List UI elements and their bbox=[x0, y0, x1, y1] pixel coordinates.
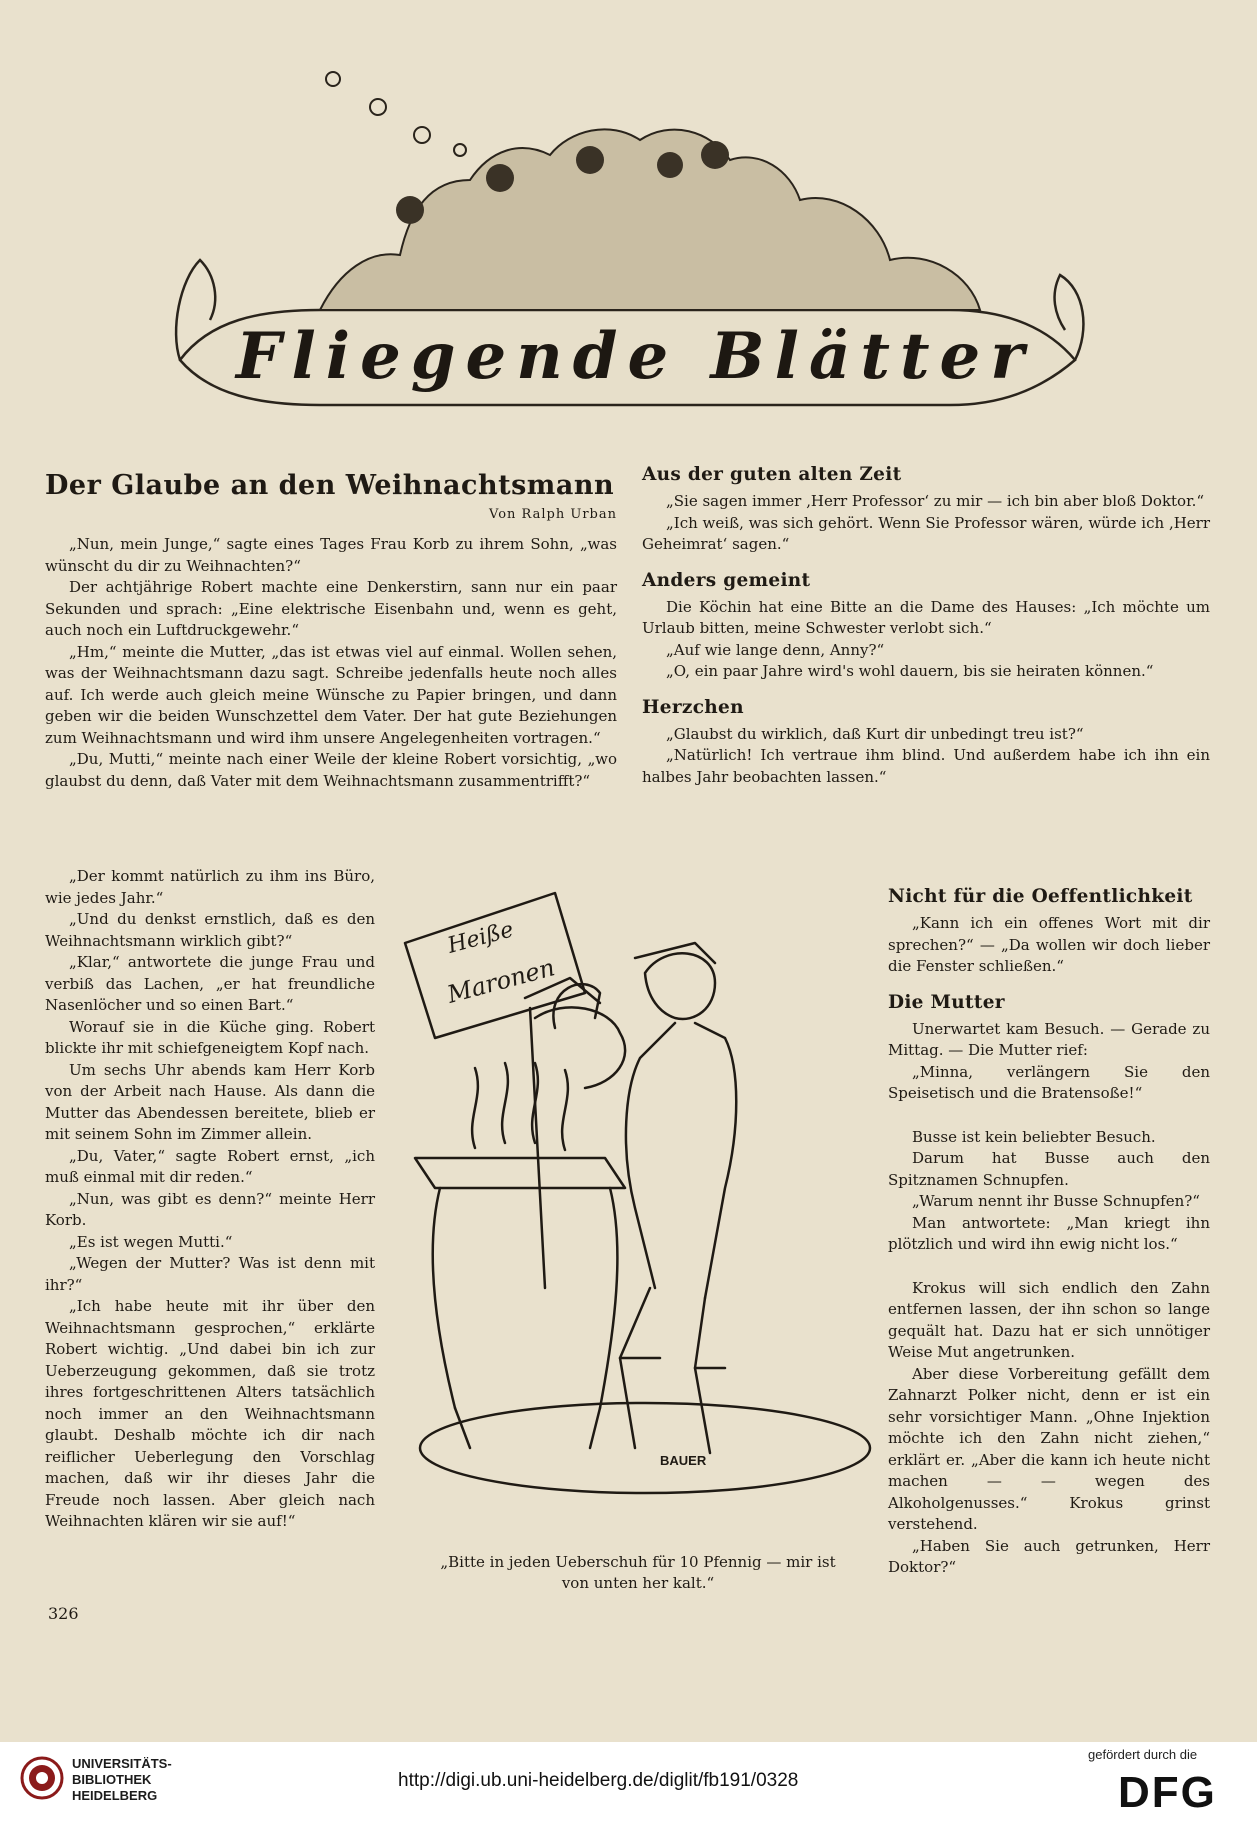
artist-signature: BAUER bbox=[660, 1453, 707, 1468]
section-paragraph: Unerwartet kam Besuch. — Gerade zu Mittag. — Die Mutter rief: bbox=[888, 1019, 1210, 1059]
article-paragraph: „Es ist wegen Mutti.“ bbox=[69, 1232, 233, 1251]
article-paragraph: „Der kommt natürlich zu ihm ins Büro, wie jedes Jahr.“ bbox=[45, 867, 375, 907]
section-title: Anders gemeint bbox=[642, 569, 811, 591]
section-paragraph: Die Köchin hat eine Bitte an die Dame des Hauses: „Ich möchte um Urlaub bitten, meine Schwester verlobt sich.“ bbox=[642, 597, 1210, 637]
sign-text-line2: Maronen bbox=[444, 953, 558, 1009]
main-article-wide bbox=[45, 470, 617, 792]
section-paragraph: Darum hat Busse auch den Spitznamen Schnupfen. bbox=[888, 1149, 1210, 1189]
article-paragraph: „Du, Vater,“ sagte Robert ernst, „ich muß einmal mit dir reden.“ bbox=[45, 1146, 375, 1186]
section-paragraph: „Ich weiß, was sich gehört. Wenn Sie Professor wären, würde ich ‚Herr Geheimrat‘ sagen.“ bbox=[642, 513, 1210, 553]
page-number: 326 bbox=[48, 1604, 79, 1623]
main-article-narrow bbox=[45, 866, 375, 1533]
bubble-4 bbox=[454, 144, 466, 156]
section-paragraph: „Kann ich ein offenes Wort mit dir sprechen?“ — „Da wollen wir doch lieber die Fenster schließen.“ bbox=[888, 914, 1210, 975]
right-column-top bbox=[642, 464, 1210, 788]
section-paragraph: Busse ist kein beliebter Besuch. bbox=[912, 1127, 1156, 1146]
section-paragraph: „Sie sagen immer ‚Herr Professor‘ zu mir — ich bin aber bloß Doktor.“ bbox=[666, 492, 1205, 510]
masthead-title: Fliegende Blätter bbox=[236, 319, 1034, 394]
cartoon-illustration bbox=[395, 888, 875, 1548]
masthead-illustration bbox=[170, 60, 1090, 460]
university-name-line: HEIDELBERG bbox=[72, 1788, 158, 1803]
section-paragraph: „Natürlich! Ich vertraue ihm blind. Und außerdem habe ich ihn ein halbes Jahr beobachten lassen.“ bbox=[642, 746, 1210, 786]
section-paragraph: „O, ein paar Jahre wird's wohl dauern, bis sie heiraten können.“ bbox=[666, 662, 1154, 680]
article-paragraph: „Nun, mein Junge,“ sagte eines Tages Frau Korb zu ihrem Sohn, „was wünscht du dir zu Weihnachten?“ bbox=[45, 535, 617, 575]
section-paragraph: „Glaubst du wirklich, daß Kurt dir unbedingt treu ist?“ bbox=[666, 724, 1084, 743]
bubble-2 bbox=[370, 99, 386, 115]
sign-text-line1: Heiße bbox=[445, 917, 517, 959]
university-name-line: UNIVERSITÄTS- bbox=[72, 1756, 172, 1771]
article-paragraph: „Ich habe heute mit ihr über den Weihnachtsmann gesprochen,“ erklärte Robert wichtig. „Und dabei bin ich zur Ueberzeugung gekommen, daß sie trotz ihres fortgeschrittenen Alters tatsächlich noch immer an den Weihnachtsmann glaubt. Deshalb möchte ich dir nach reiflicher Ueberlegung den Vorschlag machen, daß wir ihr dieses Jahr die Freude noch lassen. Aber gleich nach Weihnachten klären wir sie auf!“ bbox=[45, 1297, 375, 1530]
sign-pole bbox=[530, 1008, 545, 1288]
vendor bbox=[535, 984, 625, 1088]
cartoon-caption: „Bitte in jeden Ueberschuh für 10 Pfennig — mir ist von unten her kalt.“ bbox=[440, 1553, 836, 1592]
article-paragraph: Der achtjährige Robert machte eine Denkerstirn, sann nur ein paar Sekunden und sprach: „Eine elektrische Eisenbahn und, wenn es geht, auch noch ein Luftdruckgewehr.“ bbox=[45, 578, 617, 639]
section-title: Aus der guten alten Zeit bbox=[642, 464, 902, 485]
customer bbox=[645, 953, 715, 1019]
bubble-1 bbox=[326, 72, 340, 86]
article-paragraph: „Klar,“ antwortete die junge Frau und verbiß das Lachen, „er hat freundliche Nasenlöcher und so einen Bart.“ bbox=[45, 953, 375, 1014]
article-paragraph: Worauf sie in die Küche ging. Robert blickte ihr mit schiefgeneigtem Kopf nach. bbox=[45, 1017, 375, 1057]
university-name-line: BIBLIOTHEK bbox=[72, 1772, 152, 1787]
article-paragraph: „Wegen der Mutter? Was ist denn mit ihr?“ bbox=[45, 1254, 375, 1294]
article-paragraph: „Du, Mutti,“ meinte nach einer Weile der kleine Robert vorsichtig, „wo glaubst du denn, daß Vater mit dem Weihnachtsmann zusammentrifft?“ bbox=[45, 750, 617, 790]
bubble-3 bbox=[414, 127, 430, 143]
funded-by-label: gefördert durch die bbox=[1088, 1747, 1198, 1762]
section-paragraph: „Warum nennt ihr Busse Schnupfen?“ bbox=[912, 1192, 1200, 1210]
chestnut-stove bbox=[415, 1158, 625, 1188]
section-paragraph: Man antwortete: „Man kriegt ihn plötzlich und wird ihn ewig nicht los.“ bbox=[888, 1213, 1210, 1253]
dfg-logo: DFG bbox=[1118, 1768, 1217, 1817]
article-paragraph: „Hm,“ meinte die Mutter, „das ist etwas viel auf einmal. Wollen sehen, was der Weihnachtsmann dazu sagt. Schreibe jedenfalls heute noch alles auf. Ich werde auch gleich meine Wünsche zu Papier bringen, und dann geben wir die beiden Wunschzettel dem Vater. Der hat gute Beziehungen zum Weihnachtsmann und wird ihm unsere Angelegenheiten vortragen.“ bbox=[45, 642, 617, 747]
right-column-bottom bbox=[888, 886, 1210, 1579]
section-paragraph: Aber diese Vorbereitung gefällt dem Zahnarzt Polker nicht, denn er ist ein sehr vorsichtiger Mann. „Ohne Injektion möchte ich den Zahn nicht ziehen,“ erklärt er. „Aber die kann ich heute nicht machen — — wegen des Alkoholgenusses.“ Krokus grinst verstehend. bbox=[888, 1364, 1210, 1533]
article-title: Der Glaube an den Weihnachtsmann bbox=[45, 470, 615, 501]
section-paragraph: „Minna, verlängern Sie den Speisetisch und die Bratensoße!“ bbox=[888, 1062, 1210, 1102]
section-title: Herzchen bbox=[642, 696, 744, 718]
university-name bbox=[72, 1756, 172, 1804]
article-paragraph: „Nun, was gibt es denn?“ meinte Herr Korb. bbox=[45, 1189, 375, 1229]
university-seal-icon bbox=[20, 1756, 64, 1800]
section-title: Nicht für die Oeffentlichkeit bbox=[888, 886, 1193, 907]
source-url[interactable]: http://digi.ub.uni-heidelberg.de/diglit/fb191/0328 bbox=[398, 1770, 799, 1791]
article-byline: Von Ralph Urban bbox=[489, 507, 617, 522]
ground bbox=[420, 1403, 870, 1493]
section-paragraph: „Haben Sie auch getrunken, Herr Doktor?“ bbox=[888, 1536, 1210, 1576]
section-paragraph: „Auf wie lange denn, Anny?“ bbox=[666, 640, 885, 659]
section-paragraph: Krokus will sich endlich den Zahn entfernen lassen, der ihn schon so lange gequält hat. Dazu hat er sich unnötiger Weise Mut angetrunken. bbox=[888, 1278, 1210, 1361]
sign-board bbox=[405, 893, 585, 1038]
section-title: Die Mutter bbox=[888, 991, 1005, 1013]
article-paragraph: „Und du denkst ernstlich, daß es den Weihnachtsmann wirklich gibt?“ bbox=[45, 910, 375, 950]
article-paragraph: Um sechs Uhr abends kam Herr Korb von der Arbeit nach Hause. Als dann die Mutter das Abendessen bereitete, blieb er mit seinem Sohn im Zimmer allein. bbox=[45, 1060, 375, 1143]
